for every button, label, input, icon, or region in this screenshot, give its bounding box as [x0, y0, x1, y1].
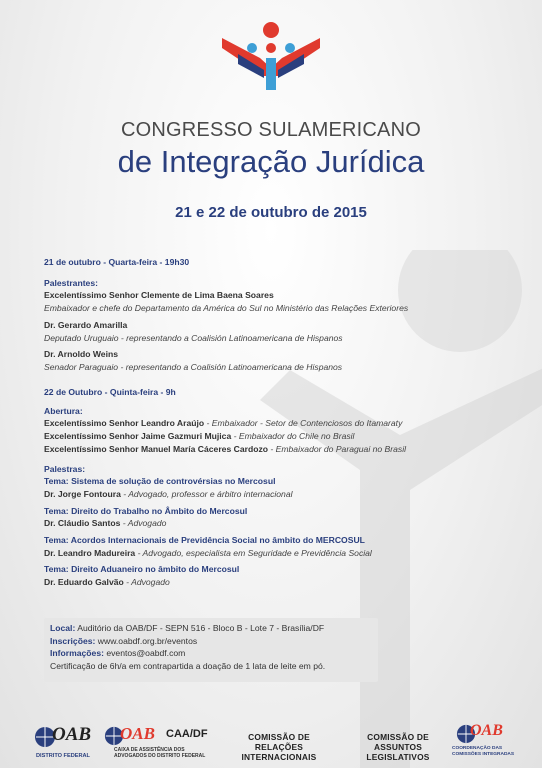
oab-df-logo — [34, 724, 94, 764]
talk-theme — [44, 505, 514, 518]
speaker-role: Deputado Uruguaio - representando a Coalisión Latinoamericana de Hispanos — [44, 332, 343, 343]
talk-speaker — [44, 576, 514, 589]
opening-entry — [44, 430, 514, 443]
opening-role: - Embaixador do Chile no Brasil — [231, 431, 355, 442]
congress-logo — [218, 18, 324, 96]
event-info-box — [44, 618, 378, 682]
contact-email[interactable]: eventos@oabdf.com — [103, 648, 186, 659]
talk-speaker-role: - Advogado — [123, 577, 170, 588]
talk-speaker — [44, 547, 514, 560]
opening-entry — [44, 417, 514, 430]
day1-section — [44, 256, 514, 374]
speaker-name: Excelentíssimo Senhor Clemente de Lima Baena Soares — [44, 290, 274, 301]
theme-label: Tema: — [44, 505, 72, 516]
speaker-role: Senador Paraguaio - representando a Coalisión Latinoamericana de Hispanos — [44, 361, 343, 372]
caa-oab-wordmark: OAB — [120, 724, 155, 743]
talk-speaker-role: - Advogado — [120, 518, 167, 529]
congress-title-line1: CONGRESSO SULAMERICANO — [120, 119, 421, 141]
event-dates: 21 e 22 de outubro de 2015 — [175, 204, 367, 221]
talk-speaker-role: - Advogado, especialista em Seguridade e Previdência Social — [135, 547, 372, 558]
talks-label: Palestras: — [44, 463, 86, 474]
footer-logos — [0, 718, 542, 768]
cci-caption-line1: COORDENAÇÃO DAS — [452, 746, 503, 751]
congress-title-line2: de Integração Jurídica — [117, 144, 425, 179]
registration-label: Inscrições: — [50, 635, 96, 646]
day1-speakers-label: Palestrantes: — [44, 277, 98, 288]
day1-heading: 21 de outubro - Quarta-feira - 19h30 — [44, 257, 190, 267]
talk-theme — [44, 475, 514, 488]
talk-speaker-name: Dr. Leandro Madureira — [44, 547, 136, 558]
venue-value: Auditório da OAB/DF - SEPN 516 - Bloco B - Lote 7 - Brasília/DF — [75, 623, 325, 633]
contact-label: Informações: — [50, 648, 104, 659]
opening-role: - Embaixador - Setor de Contenciosos do Itamaraty — [204, 418, 403, 429]
theme-label: Tema: — [44, 564, 72, 575]
oab-df-caption: DISTRITO FEDERAL — [36, 753, 90, 759]
registration-line — [50, 635, 372, 648]
theme-title: Direito Aduaneiro no âmbito do Mercosul — [71, 564, 240, 575]
opening-role: - Embaixador do Paraguai no Brasil — [268, 443, 407, 454]
commission-name: RELAÇÕES INTERNACIONAIS — [241, 742, 317, 762]
venue-label: Local: — [50, 623, 76, 633]
commission-legislative-affairs — [348, 732, 448, 762]
cci-caption-line2: COMISSÕES INTEGRADAS — [452, 752, 515, 757]
speaker-name: Dr. Arnoldo Weins — [44, 349, 119, 360]
commission-label: COMISSÃO DE — [367, 732, 429, 742]
registration-link[interactable]: www.oabdf.org.br/eventos — [95, 635, 198, 646]
speaker-name: Dr. Gerardo Amarilla — [44, 319, 128, 330]
opening-name: Excelentíssimo Senhor Manuel María Cáceres Cardozo — [44, 443, 268, 454]
caa-df-logo — [104, 724, 214, 764]
talk-speaker-role: - Advogado, professor e árbitro internacional — [120, 488, 293, 499]
talk-speaker-name: Dr. Eduardo Galvão — [44, 577, 124, 588]
day2-heading: 22 de Outubro - Quinta-feira - 9h — [44, 387, 176, 397]
talk-speaker — [44, 517, 514, 530]
commission-name: ASSUNTOS LEGISLATIVOS — [366, 742, 430, 762]
caa-caption-line1: CAIXA DE ASSISTÊNCIA DOS — [114, 747, 185, 753]
talk-speaker — [44, 488, 514, 501]
cci-logo — [452, 722, 522, 764]
opening-name: Excelentíssimo Senhor Jaime Gazmuri Mujica — [44, 431, 232, 442]
opening-entry — [44, 443, 514, 456]
opening-name: Excelentíssimo Senhor Leandro Araújo — [44, 418, 205, 429]
caa-title: CAA/DF — [166, 728, 208, 740]
theme-label: Tema: — [44, 476, 72, 487]
theme-label: Tema: — [44, 535, 71, 546]
contact-line — [50, 647, 372, 660]
certification-note: Certificação de 6h/a em contrapartida a doação de 1 lata de leite em pó. — [50, 661, 326, 672]
speaker-role: Embaixador e chefe do Departamento da América do Sul no Ministério das Relações Exteriores — [44, 303, 409, 314]
talk-speaker-name: Dr. Jorge Fontoura — [44, 488, 121, 499]
talk-theme — [44, 563, 514, 576]
talk-speaker-name: Dr. Cláudio Santos — [44, 518, 121, 529]
venue-line — [50, 622, 372, 635]
talk-theme — [44, 534, 514, 547]
theme-title: Sistema de solução de controvérsias no Mercosul — [71, 476, 276, 487]
caa-caption-line2: ADVOGADOS DO DISTRITO FEDERAL — [114, 753, 206, 759]
day2-section — [44, 386, 514, 589]
cci-oab-wordmark: OAB — [470, 722, 503, 739]
theme-title: Direito do Trabalho no Âmbito do Mercosul — [71, 505, 248, 516]
opening-label: Abertura: — [44, 405, 83, 416]
oab-wordmark: OAB — [52, 724, 92, 745]
theme-title: Acordos Internacionais de Previdência Social no âmbito do MERCOSUL — [70, 535, 365, 546]
commission-label: COMISSÃO DE — [248, 732, 310, 742]
commission-international-relations — [226, 732, 332, 762]
